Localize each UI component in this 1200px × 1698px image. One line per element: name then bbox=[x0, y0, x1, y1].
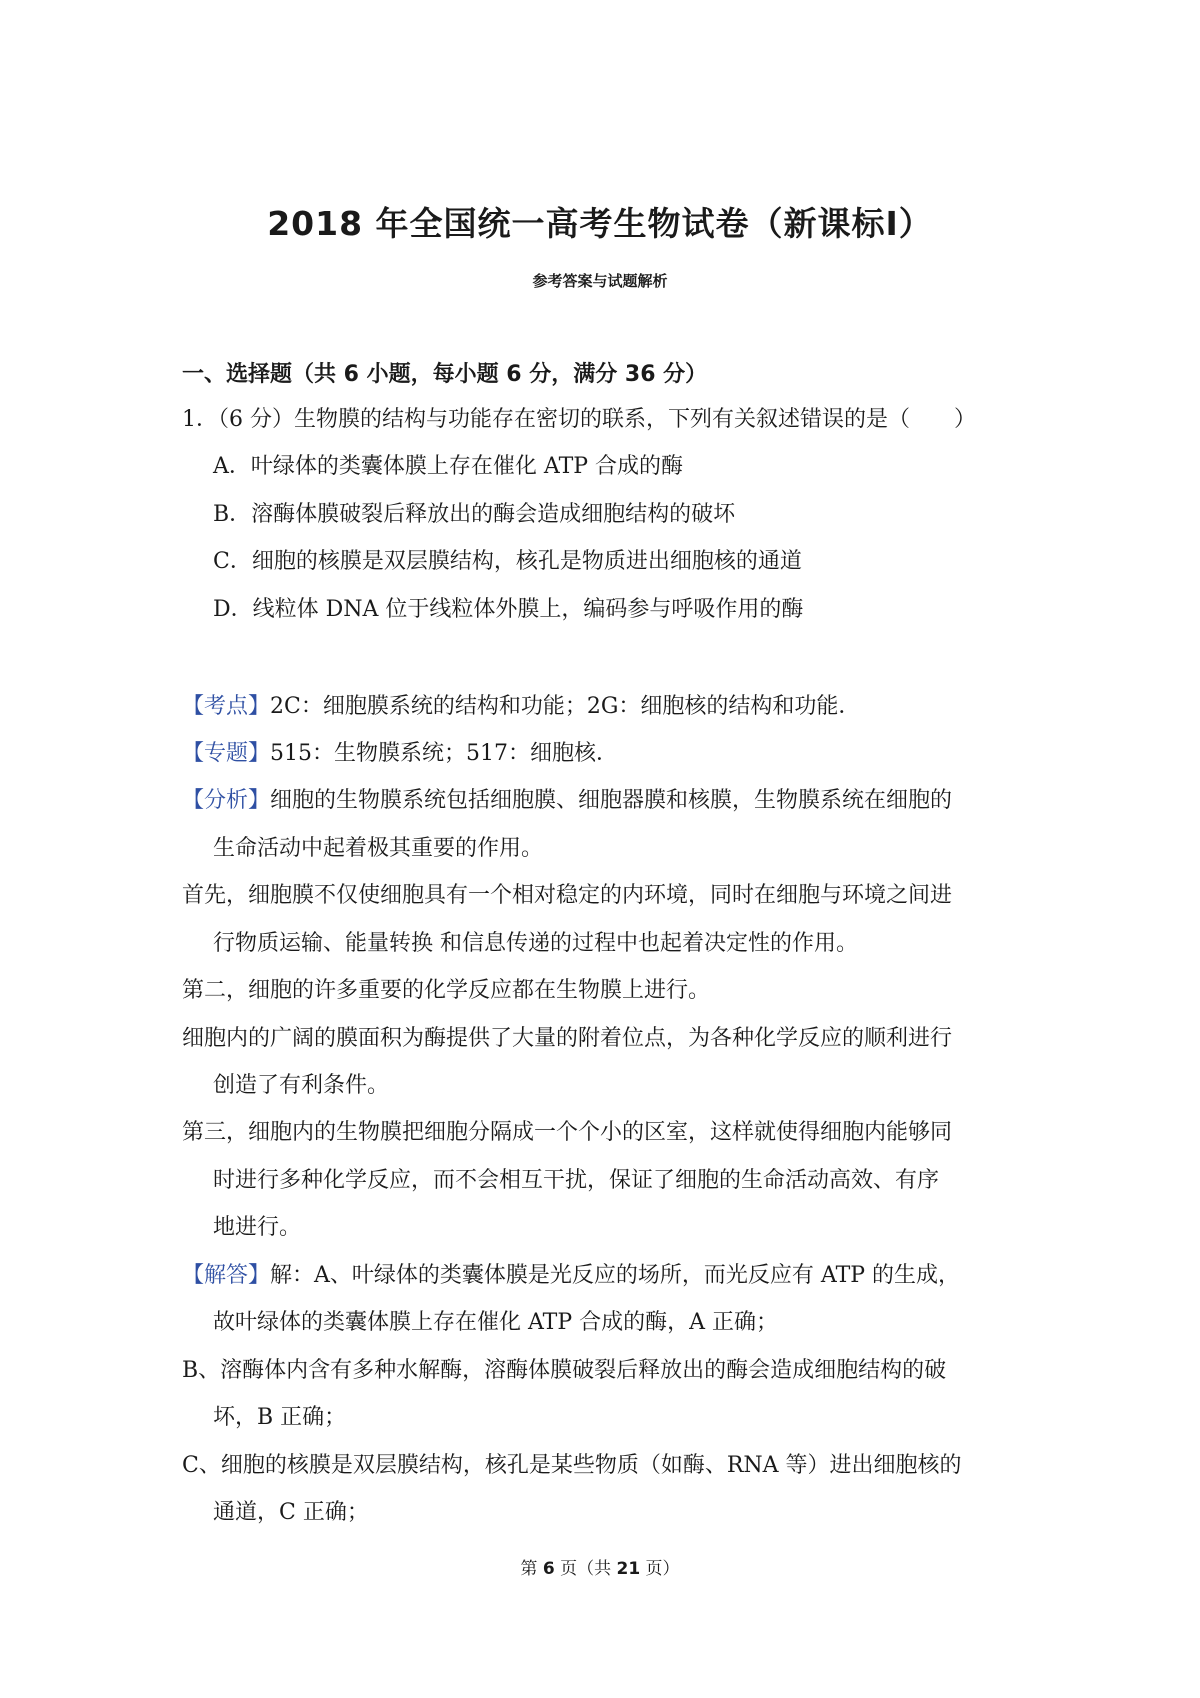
footer-total-pages: 21 bbox=[616, 1559, 641, 1579]
zhuanti-tag: 【专题】 bbox=[182, 741, 271, 766]
paragraph-4-line-1: 第三，细胞内的生物膜把细胞分隔成一个个小的区室，这样就使得细胞内能够同 bbox=[182, 1120, 953, 1145]
jieda-tag: 【解答】 bbox=[182, 1263, 271, 1288]
footer-suffix: 页） bbox=[640, 1559, 680, 1579]
paragraph-3-line-1: 细胞内的广阔的膜面积为酶提供了大量的附着位点，为各种化学反应的顺利进行 bbox=[182, 1026, 953, 1051]
option-c: C．细胞的核膜是双层膜结构，核孔是物质进出细胞核的通道 bbox=[213, 549, 802, 574]
answer-b-line-1: B、溶酶体内含有多种水解酶，溶酶体膜破裂后释放出的酶会造成细胞结构的破 bbox=[182, 1358, 947, 1383]
paragraph-1-line-1: 首先，细胞膜不仅使细胞具有一个相对稳定的内环境，同时在细胞与环境之间进 bbox=[182, 883, 953, 908]
option-b: B．溶酶体膜破裂后释放出的酶会造成细胞结构的破坏 bbox=[213, 502, 736, 527]
page-title: 2018 年全国统一高考生物试卷（新课标Ⅰ） bbox=[267, 204, 933, 243]
zhuanti-text: 515：生物膜系统；517：细胞核． bbox=[270, 741, 618, 766]
kaodian-text: 2C：细胞膜系统的结构和功能；2G：细胞核的结构和功能． bbox=[270, 694, 861, 719]
answer-b-line-2: 坏，B 正确； bbox=[213, 1405, 347, 1430]
footer-prefix: 第 bbox=[520, 1559, 543, 1579]
paragraph-1-line-2: 行物质运输、能量转换 和信息传递的过程中也起着决定性的作用。 bbox=[213, 931, 858, 956]
paragraph-4-line-3: 地进行。 bbox=[213, 1215, 302, 1240]
page-footer bbox=[0, 1554, 1200, 1579]
page-subtitle: 参考答案与试题解析 bbox=[532, 272, 668, 290]
section-heading: 一、选择题（共 6 小题，每小题 6 分，满分 36 分） bbox=[182, 362, 708, 387]
answer-c-line-2: 通道，C 正确； bbox=[213, 1500, 369, 1525]
fenxi-text-1: 细胞的生物膜系统包括细胞膜、细胞器膜和核膜，生物膜系统在细胞的 bbox=[270, 788, 953, 813]
paragraph-3-line-2: 创造了有利条件。 bbox=[213, 1073, 390, 1098]
footer-page-number: 6 bbox=[542, 1559, 555, 1579]
jieda-text-2: 故叶绿体的类囊体膜上存在催化 ATP 合成的酶，A 正确； bbox=[213, 1310, 779, 1335]
answer-c-line-1: C、细胞的核膜是双层膜结构，核孔是某些物质（如酶、RNA 等）进出细胞核的 bbox=[182, 1453, 962, 1478]
jieda-line bbox=[182, 1261, 960, 1291]
kaodian-tag: 【考点】 bbox=[182, 694, 271, 719]
option-d: D．线粒体 DNA 位于线粒体外膜上，编码参与呼吸作用的酶 bbox=[213, 597, 804, 622]
jieda-text-1: 解：A、叶绿体的类囊体膜是光反应的场所，而光反应有 ATP 的生成， bbox=[270, 1263, 961, 1288]
paragraph-2-line-1: 第二，细胞的许多重要的化学反应都在生物膜上进行。 bbox=[182, 978, 711, 1003]
zhuanti-line bbox=[182, 739, 618, 769]
fenxi-tag: 【分析】 bbox=[182, 788, 271, 813]
footer-middle: 页（共 bbox=[554, 1559, 617, 1579]
option-a: A．叶绿体的类囊体膜上存在催化 ATP 合成的酶 bbox=[213, 454, 684, 479]
paragraph-4-line-2: 时进行多种化学反应，而不会相互干扰，保证了细胞的生命活动高效、有序 bbox=[213, 1168, 940, 1193]
kaodian-line bbox=[182, 692, 860, 722]
question-stem: 1．（6 分）生物膜的结构与功能存在密切的联系，下列有关叙述错误的是（ ） bbox=[182, 407, 976, 432]
fenxi-text-2: 生命活动中起着极其重要的作用。 bbox=[213, 836, 544, 861]
fenxi-line bbox=[182, 786, 952, 816]
